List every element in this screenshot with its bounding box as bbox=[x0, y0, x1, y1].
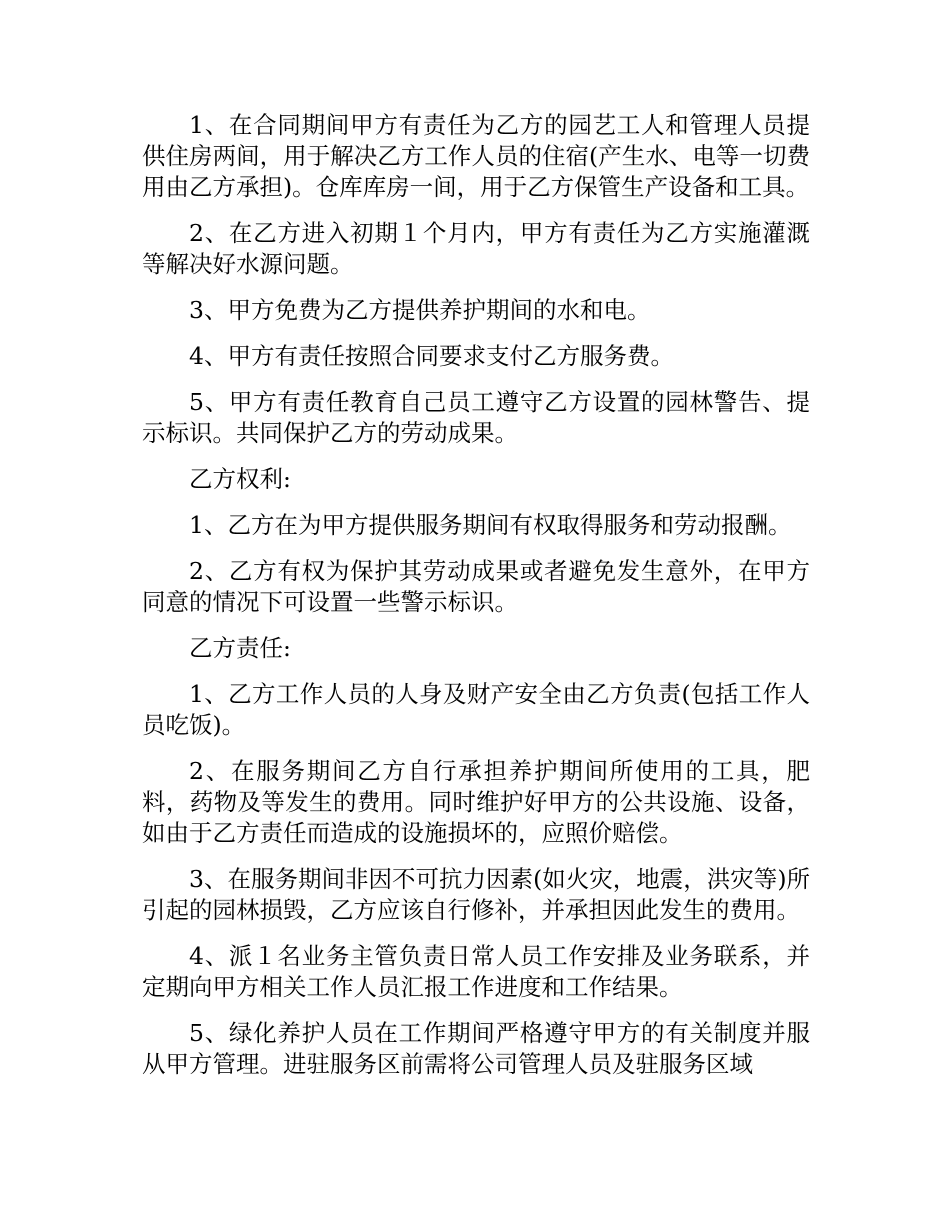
clause-party-b-duties-5: 5、绿化养护人员在工作期间严格遵守甲方的有关制度并服从甲方管理。进驻服务区前需将公司管理人员及驻服务区域 bbox=[142, 1019, 810, 1078]
clause-party-a-4: 4、甲方有责任按照合同要求支付乙方服务费。 bbox=[189, 342, 674, 370]
section-heading-party-b-rights: 乙方权利: bbox=[189, 465, 291, 493]
clause-party-b-duties-3: 3、在服务期间非因不可抗力因素(如火灾，地震，洪灾等)所引起的园林损毁，乙方应该自行修补，并承担因此发生的费用。 bbox=[142, 865, 810, 924]
clause-party-b-rights-2: 2、乙方有权为保护其劳动成果或者避免发生意外，在甲方同意的情况下可设置一些警示标识。 bbox=[142, 557, 810, 616]
clause-party-b-rights-1: 1、乙方在为甲方提供服务期间有权取得服务和劳动报酬。 bbox=[189, 511, 792, 539]
clause-party-a-1: 1、在合同期间甲方有责任为乙方的园艺工人和管理人员提供住房两间，用于解决乙方工作人员的住宿(产生水、电等一切费用由乙方承担)。仓库库房一间，用于乙方保管生产设备和工具。 bbox=[142, 111, 810, 201]
clause-party-b-duties-2: 2、在服务期间乙方自行承担养护期间所使用的工具，肥料，药物及等发生的费用。同时维护好甲方的公共设施、设备，如由于乙方责任而造成的设施损坏的，应照价赔偿。 bbox=[142, 757, 810, 847]
clause-party-b-duties-1: 1、乙方工作人员的人身及财产安全由乙方负责(包括工作人员吃饭)。 bbox=[142, 680, 810, 739]
section-heading-party-b-duties: 乙方责任: bbox=[189, 634, 291, 662]
clause-party-b-duties-4: 4、派１名业务主管负责日常人员工作安排及业务联系，并定期向甲方相关工作人员汇报工作进度和工作结果。 bbox=[142, 942, 810, 1001]
clause-party-a-2: 2、在乙方进入初期１个月内，甲方有责任为乙方实施灌溉等解决好水源问题。 bbox=[142, 219, 810, 278]
clause-party-a-5: 5、甲方有责任教育自己员工遵守乙方设置的园林警告、提示标识。共同保护乙方的劳动成果。 bbox=[142, 388, 810, 447]
document-body bbox=[142, 110, 810, 1095]
clause-party-a-3: 3、甲方免费为乙方提供养护期间的水和电。 bbox=[189, 296, 651, 324]
